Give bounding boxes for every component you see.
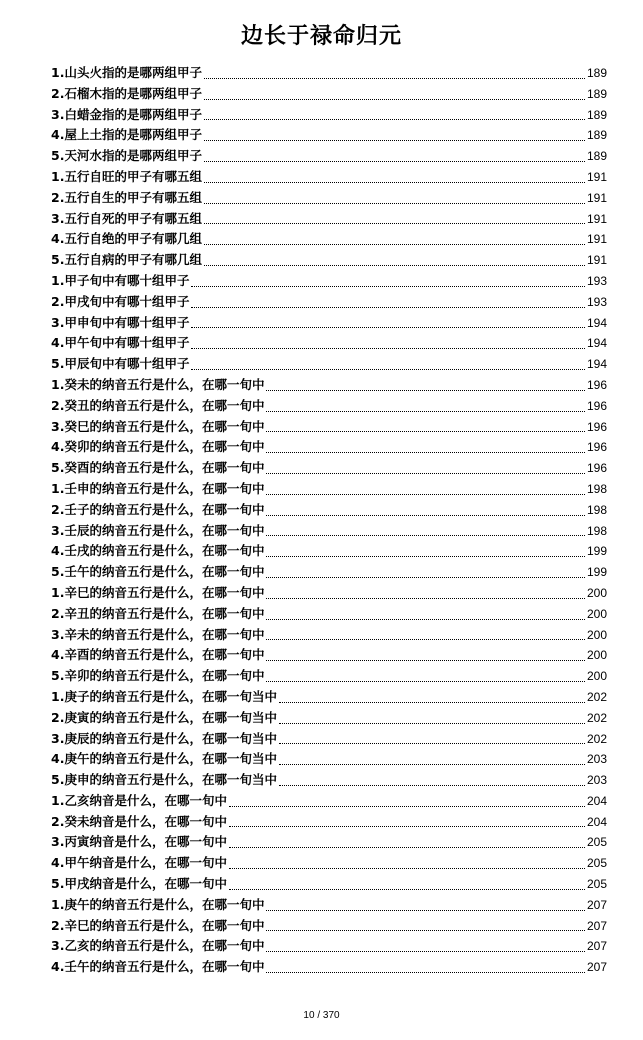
dot-leader — [266, 555, 585, 557]
dot-leader — [279, 784, 585, 786]
toc-entry-title: 2.癸未纳音是什么，在哪一旬中 — [51, 813, 227, 829]
toc-entry-title: 1.乙亥纳音是什么，在哪一旬中 — [51, 792, 227, 808]
dot-leader — [266, 638, 585, 640]
toc-entry[interactable] — [51, 916, 607, 937]
toc-entry-page: 200 — [586, 669, 607, 684]
toc-entry-page: 189 — [586, 66, 607, 80]
toc-entry[interactable] — [51, 687, 607, 708]
dot-leader — [204, 222, 585, 224]
toc-entry-title: 4.壬午的纳音五行是什么，在哪一旬中 — [51, 959, 265, 975]
toc-entry-title: 4.辛酉的纳音五行是什么，在哪一旬中 — [51, 647, 265, 663]
toc-entry-title: 2.庚寅的纳音五行是什么，在哪一旬当中 — [51, 709, 277, 725]
toc-entry-title: 3.癸巳的纳音五行是什么，在哪一旬中 — [51, 418, 265, 434]
toc-entry-title: 5.壬午的纳音五行是什么，在哪一旬中 — [51, 564, 265, 580]
dot-leader — [266, 950, 585, 952]
toc-entry-title: 4.癸卯的纳音五行是什么，在哪一旬中 — [51, 439, 265, 455]
toc-entry[interactable] — [51, 188, 607, 209]
page-title: 边长于禄命归元 — [240, 24, 402, 49]
dot-leader — [191, 306, 585, 308]
toc-entry-page: 202 — [586, 689, 607, 704]
toc-entry[interactable] — [51, 292, 607, 313]
dot-leader — [204, 181, 585, 183]
toc-entry[interactable] — [51, 645, 607, 666]
dot-leader — [204, 77, 585, 79]
toc-entry-page: 191 — [586, 253, 607, 268]
toc-entry-page: 202 — [586, 710, 607, 725]
toc-entry-title: 3.壬辰的纳音五行是什么，在哪一旬中 — [51, 522, 265, 538]
toc-entry-page: 194 — [586, 336, 607, 351]
dot-leader — [266, 514, 585, 516]
toc-entry[interactable] — [51, 895, 607, 916]
toc-entry-page: 205 — [586, 856, 607, 871]
dot-leader — [266, 618, 585, 620]
dot-leader — [204, 139, 585, 141]
dot-leader — [266, 680, 585, 682]
toc-entry-title: 4.庚午的纳音五行是什么，在哪一旬当中 — [51, 751, 277, 767]
toc-entry-title: 2.壬子的纳音五行是什么，在哪一旬中 — [51, 501, 265, 517]
toc-entry-title: 2.辛丑的纳音五行是什么，在哪一旬中 — [51, 605, 265, 621]
table-of-contents — [51, 63, 607, 978]
toc-entry-title: 5.甲戌纳音是什么，在哪一旬中 — [51, 876, 227, 892]
dot-leader — [229, 888, 585, 890]
toc-entry-page: 199 — [586, 544, 607, 559]
toc-entry-page: 196 — [586, 461, 607, 476]
toc-entry-page: 203 — [586, 773, 607, 788]
toc-entry-page: 207 — [586, 939, 607, 954]
toc-entry-title: 3.五行自死的甲子有哪五组 — [51, 210, 202, 226]
dot-leader — [279, 742, 585, 744]
toc-entry-page: 199 — [586, 565, 607, 580]
toc-entry[interactable] — [51, 229, 607, 250]
toc-entry-title: 3.乙亥的纳音五行是什么，在哪一旬中 — [51, 938, 265, 954]
toc-entry-page: 200 — [586, 648, 607, 663]
toc-entry-title: 3.甲申旬中有哪十组甲子 — [51, 314, 190, 330]
toc-entry[interactable] — [51, 125, 607, 146]
dot-leader — [204, 160, 585, 162]
toc-entry-page: 207 — [586, 960, 607, 975]
toc-entry-page: 196 — [586, 419, 607, 434]
toc-entry-page: 204 — [586, 814, 607, 829]
dot-leader — [266, 659, 585, 661]
toc-entry-page: 191 — [586, 232, 607, 247]
toc-entry[interactable] — [51, 541, 607, 562]
toc-entry-title: 5.癸酉的纳音五行是什么，在哪一旬中 — [51, 460, 265, 476]
toc-entry-title: 1.五行自旺的甲子有哪五组 — [51, 168, 202, 184]
toc-entry[interactable] — [51, 729, 607, 750]
toc-entry-title: 2.石榴木指的是哪两组甲子 — [51, 85, 202, 101]
toc-entry-title: 4.屋上土指的是哪两组甲子 — [51, 127, 202, 143]
toc-entry[interactable] — [51, 84, 607, 105]
toc-entry-page: 193 — [586, 273, 607, 288]
toc-entry-title: 3.辛未的纳音五行是什么，在哪一旬中 — [51, 626, 265, 642]
dot-leader — [204, 243, 585, 245]
toc-entry-page: 196 — [586, 440, 607, 455]
toc-entry[interactable] — [51, 936, 607, 957]
toc-entry-title: 5.天河水指的是哪两组甲子 — [51, 148, 202, 164]
toc-entry-page: 198 — [586, 523, 607, 538]
toc-entry-page: 203 — [586, 752, 607, 767]
toc-entry-title: 4.甲午纳音是什么，在哪一旬中 — [51, 855, 227, 871]
toc-entry[interactable] — [51, 375, 607, 396]
dot-leader — [266, 472, 585, 474]
dot-leader — [279, 722, 585, 724]
toc-entry[interactable] — [51, 396, 607, 417]
toc-entry[interactable] — [51, 604, 607, 625]
toc-entry-title: 1.庚子的纳音五行是什么，在哪一旬当中 — [51, 688, 277, 704]
page-number: 10 / 370 — [303, 1010, 340, 1021]
toc-entry-title: 5.辛卯的纳音五行是什么，在哪一旬中 — [51, 668, 265, 684]
toc-entry-title: 1.山头火指的是哪两组甲子 — [51, 65, 202, 80]
toc-entry-title: 1.甲子旬中有哪十组甲子 — [51, 272, 190, 288]
toc-entry[interactable] — [51, 583, 607, 604]
toc-entry-title: 3.白蜡金指的是哪两组甲子 — [51, 106, 202, 122]
dot-leader — [204, 202, 585, 204]
toc-entry[interactable] — [51, 417, 607, 438]
toc-entry-title: 1.庚午的纳音五行是什么，在哪一旬中 — [51, 896, 265, 912]
toc-entry[interactable] — [51, 562, 607, 583]
dot-leader — [266, 971, 585, 973]
toc-entry[interactable] — [51, 437, 607, 458]
toc-entry[interactable] — [51, 500, 607, 521]
toc-entry-page: 194 — [586, 357, 607, 372]
dot-leader — [266, 410, 585, 412]
toc-entry-page: 189 — [586, 149, 607, 164]
toc-entry[interactable] — [51, 812, 607, 833]
toc-entry-title: 2.五行自生的甲子有哪五组 — [51, 189, 202, 205]
toc-entry[interactable] — [51, 874, 607, 895]
toc-entry[interactable] — [51, 458, 607, 479]
toc-entry-title: 5.甲辰旬中有哪十组甲子 — [51, 356, 190, 372]
toc-entry-title: 2.辛巳的纳音五行是什么，在哪一旬中 — [51, 917, 265, 933]
toc-entry-title: 3.丙寅纳音是什么，在哪一旬中 — [51, 834, 227, 850]
toc-entry[interactable] — [51, 313, 607, 334]
toc-entry-page: 196 — [586, 377, 607, 392]
toc-entry-title: 5.庚申的纳音五行是什么，在哪一旬当中 — [51, 772, 277, 788]
dot-leader — [204, 118, 585, 120]
dot-leader — [266, 597, 585, 599]
toc-entry-page: 205 — [586, 835, 607, 850]
toc-entry-page: 193 — [586, 294, 607, 309]
toc-entry[interactable] — [51, 832, 607, 853]
toc-entry-page: 191 — [586, 190, 607, 205]
dot-leader — [204, 98, 585, 100]
toc-entry-title: 2.甲戌旬中有哪十组甲子 — [51, 293, 190, 309]
toc-entry[interactable] — [51, 957, 607, 978]
toc-entry-page: 200 — [586, 606, 607, 621]
toc-entry-page: 204 — [586, 793, 607, 808]
toc-entry-page: 191 — [586, 211, 607, 226]
dot-leader — [279, 701, 585, 703]
dot-leader — [204, 264, 585, 266]
toc-entry[interactable] — [51, 271, 607, 292]
toc-entry[interactable] — [51, 333, 607, 354]
toc-entry-page: 194 — [586, 315, 607, 330]
dot-leader — [191, 347, 585, 349]
toc-entry-page: 207 — [586, 897, 607, 912]
dot-leader — [266, 909, 585, 911]
toc-entry[interactable] — [51, 770, 607, 791]
toc-entry[interactable] — [51, 63, 607, 84]
toc-entry[interactable] — [51, 521, 607, 542]
dot-leader — [266, 534, 585, 536]
dot-leader — [266, 929, 585, 931]
toc-entry-title: 1.癸未的纳音五行是什么，在哪一旬中 — [51, 376, 265, 392]
toc-entry-page: 196 — [586, 398, 607, 413]
toc-entry[interactable] — [51, 625, 607, 646]
dot-leader — [229, 825, 585, 827]
dot-leader — [266, 430, 585, 432]
toc-entry[interactable] — [51, 167, 607, 188]
toc-entry-page: 205 — [586, 877, 607, 892]
dot-leader — [266, 576, 585, 578]
toc-entry[interactable] — [51, 354, 607, 375]
toc-entry-title: 1.辛巳的纳音五行是什么，在哪一旬中 — [51, 584, 265, 600]
toc-entry-page: 189 — [586, 107, 607, 122]
dot-leader — [266, 389, 585, 391]
toc-entry-page: 189 — [586, 86, 607, 101]
toc-entry-page: 200 — [586, 627, 607, 642]
toc-entry-page: 198 — [586, 502, 607, 517]
dot-leader — [266, 493, 585, 495]
toc-entry-title: 3.庚辰的纳音五行是什么，在哪一旬当中 — [51, 730, 277, 746]
dot-leader — [266, 451, 585, 453]
toc-entry[interactable] — [51, 146, 607, 167]
toc-entry[interactable] — [51, 708, 607, 729]
toc-entry-title: 4.五行自绝的甲子有哪几组 — [51, 231, 202, 247]
toc-entry-page: 207 — [586, 918, 607, 933]
dot-leader — [191, 326, 585, 328]
dot-leader — [279, 763, 585, 765]
dot-leader — [229, 846, 585, 848]
toc-entry-page: 202 — [586, 731, 607, 746]
toc-entry[interactable] — [51, 853, 607, 874]
toc-entry-title: 2.癸丑的纳音五行是什么，在哪一旬中 — [51, 397, 265, 413]
toc-entry-page: 200 — [586, 585, 607, 600]
toc-entry[interactable] — [51, 209, 607, 230]
toc-entry-title: 1.壬申的纳音五行是什么，在哪一旬中 — [51, 480, 265, 496]
dot-leader — [191, 285, 585, 287]
toc-entry-title: 5.五行自病的甲子有哪几组 — [51, 252, 202, 268]
toc-entry[interactable] — [51, 105, 607, 126]
toc-entry[interactable] — [51, 479, 607, 500]
toc-entry[interactable] — [51, 791, 607, 812]
toc-entry-title: 4.壬戌的纳音五行是什么，在哪一旬中 — [51, 543, 265, 559]
toc-entry[interactable] — [51, 749, 607, 770]
toc-entry-page: 189 — [586, 128, 607, 143]
toc-entry[interactable] — [51, 666, 607, 687]
toc-entry-title: 4.甲午旬中有哪十组甲子 — [51, 335, 190, 351]
toc-entry-page: 191 — [586, 169, 607, 184]
dot-leader — [229, 805, 585, 807]
toc-entry-page: 198 — [586, 481, 607, 496]
dot-leader — [229, 867, 585, 869]
toc-entry[interactable] — [51, 250, 607, 271]
dot-leader — [191, 368, 585, 370]
